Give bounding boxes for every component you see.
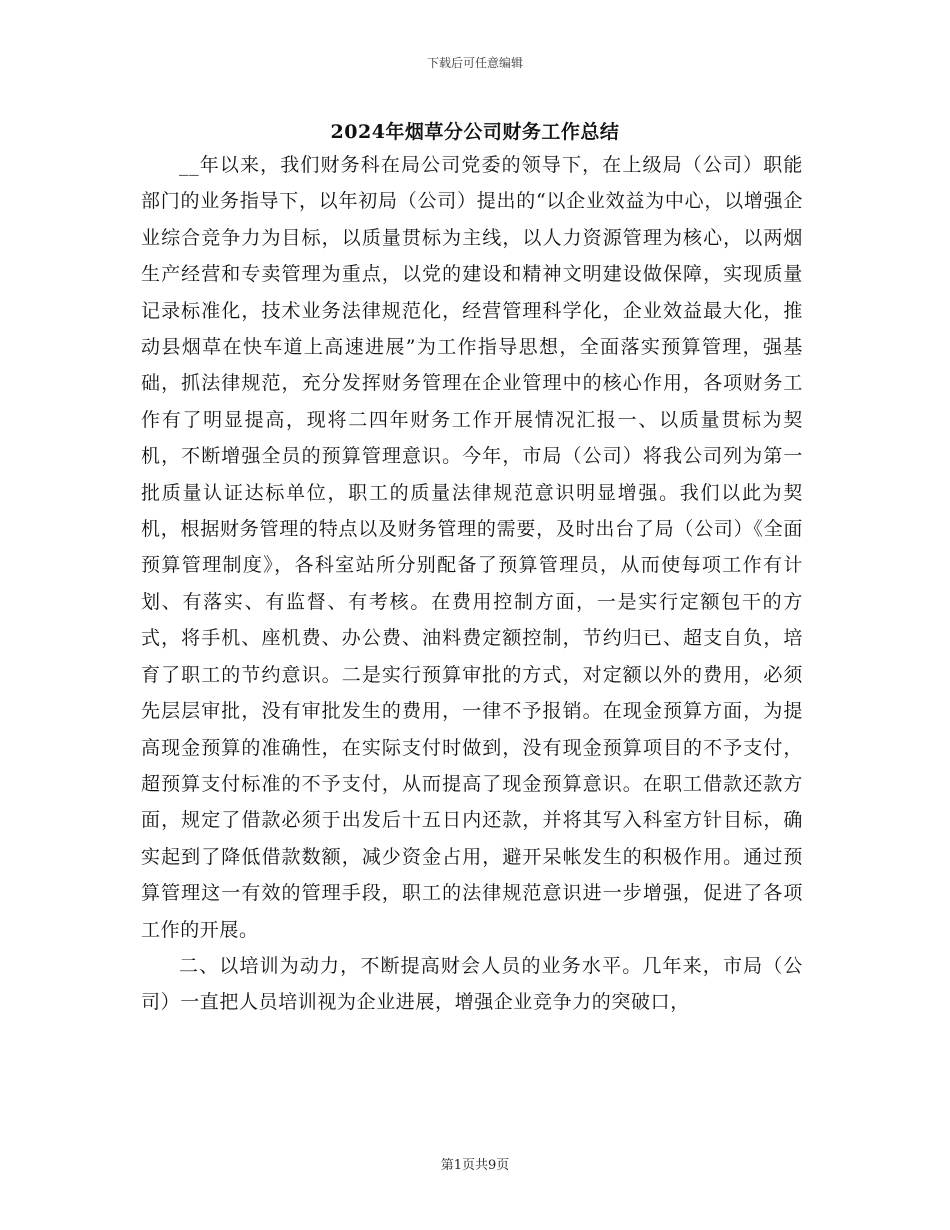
paragraph-2: 二、以培训为动力，不断提高财会人员的业务水平。几年来，市局（公司）一直把人员培训视为企业进展，增强企业竞争力的突破口， [141,954,803,1014]
document-body [141,147,803,1021]
paragraph-1: __年以来，我们财务科在局公司党委的领导下，在上级局（公司）职能部门的业务指导下，以年初局（公司）提出的“以企业效益为中心，以增强企业综合竞争力为目标，以质量贯标为主线，以人力资源管理为核心，以两烟生产经营和专卖管理为重点，以党的建设和精神文明建设做保障，实现质量记录标准化，技术业务法律规范化，经营管理科学化，企业效益最大化，推动县烟草在快车道上高速进展”为工作指导思想，全面落实预算管理，强基础，抓法律规范，充分发挥财务管理在企业管理中的核心作用，各项财务工作有了明显提高，现将二四年财务工作开展情况汇报一、以质量贯标为契机，不断增强全员的预算管理意识。今年，市局（公司）将我公司列为第一批质量认证达标单位，职工的质量法律规范意识明显增强。我们以此为契机，根据财务管理的特点以及财务管理的需要，及时出台了局（公司）《全面预算管理制度》，各科室站所分别配备了预算管理员，从而使每项工作有计划、有落实、有监督、有考核。在费用控制方面，一是实行定额包干的方式，将手机、座机费、办公费、油料费定额控制，节约归已、超支自负，培育了职工的节约意识。二是实行预算审批的方式，对定额以外的费用，必须先层层审批，没有审批发生的费用，一律不予报销。在现金预算方面，为提高现金预算的准确性，在实际支付时做到，没有现金预算项目的不予支付，超预算支付标准的不予支付，从而提高了现金预算意识。在职工借款还款方面，规定了借款必须于出发后十五日内还款，并将其写入科室方针目标，确实起到了降低借款数额，减少资金占用，避开呆帐发生的积极作用。通过预算管理这一有效的管理手段，职工的法律规范意识进一步增强，促进了各项工作的开展。 [141,154,803,941]
document-title: 2024年烟草分公司财务工作总结 [330,121,620,143]
page-footer: 第1页共9页 [440,1158,510,1173]
header-note: 下载后可任意编辑 [426,56,523,70]
